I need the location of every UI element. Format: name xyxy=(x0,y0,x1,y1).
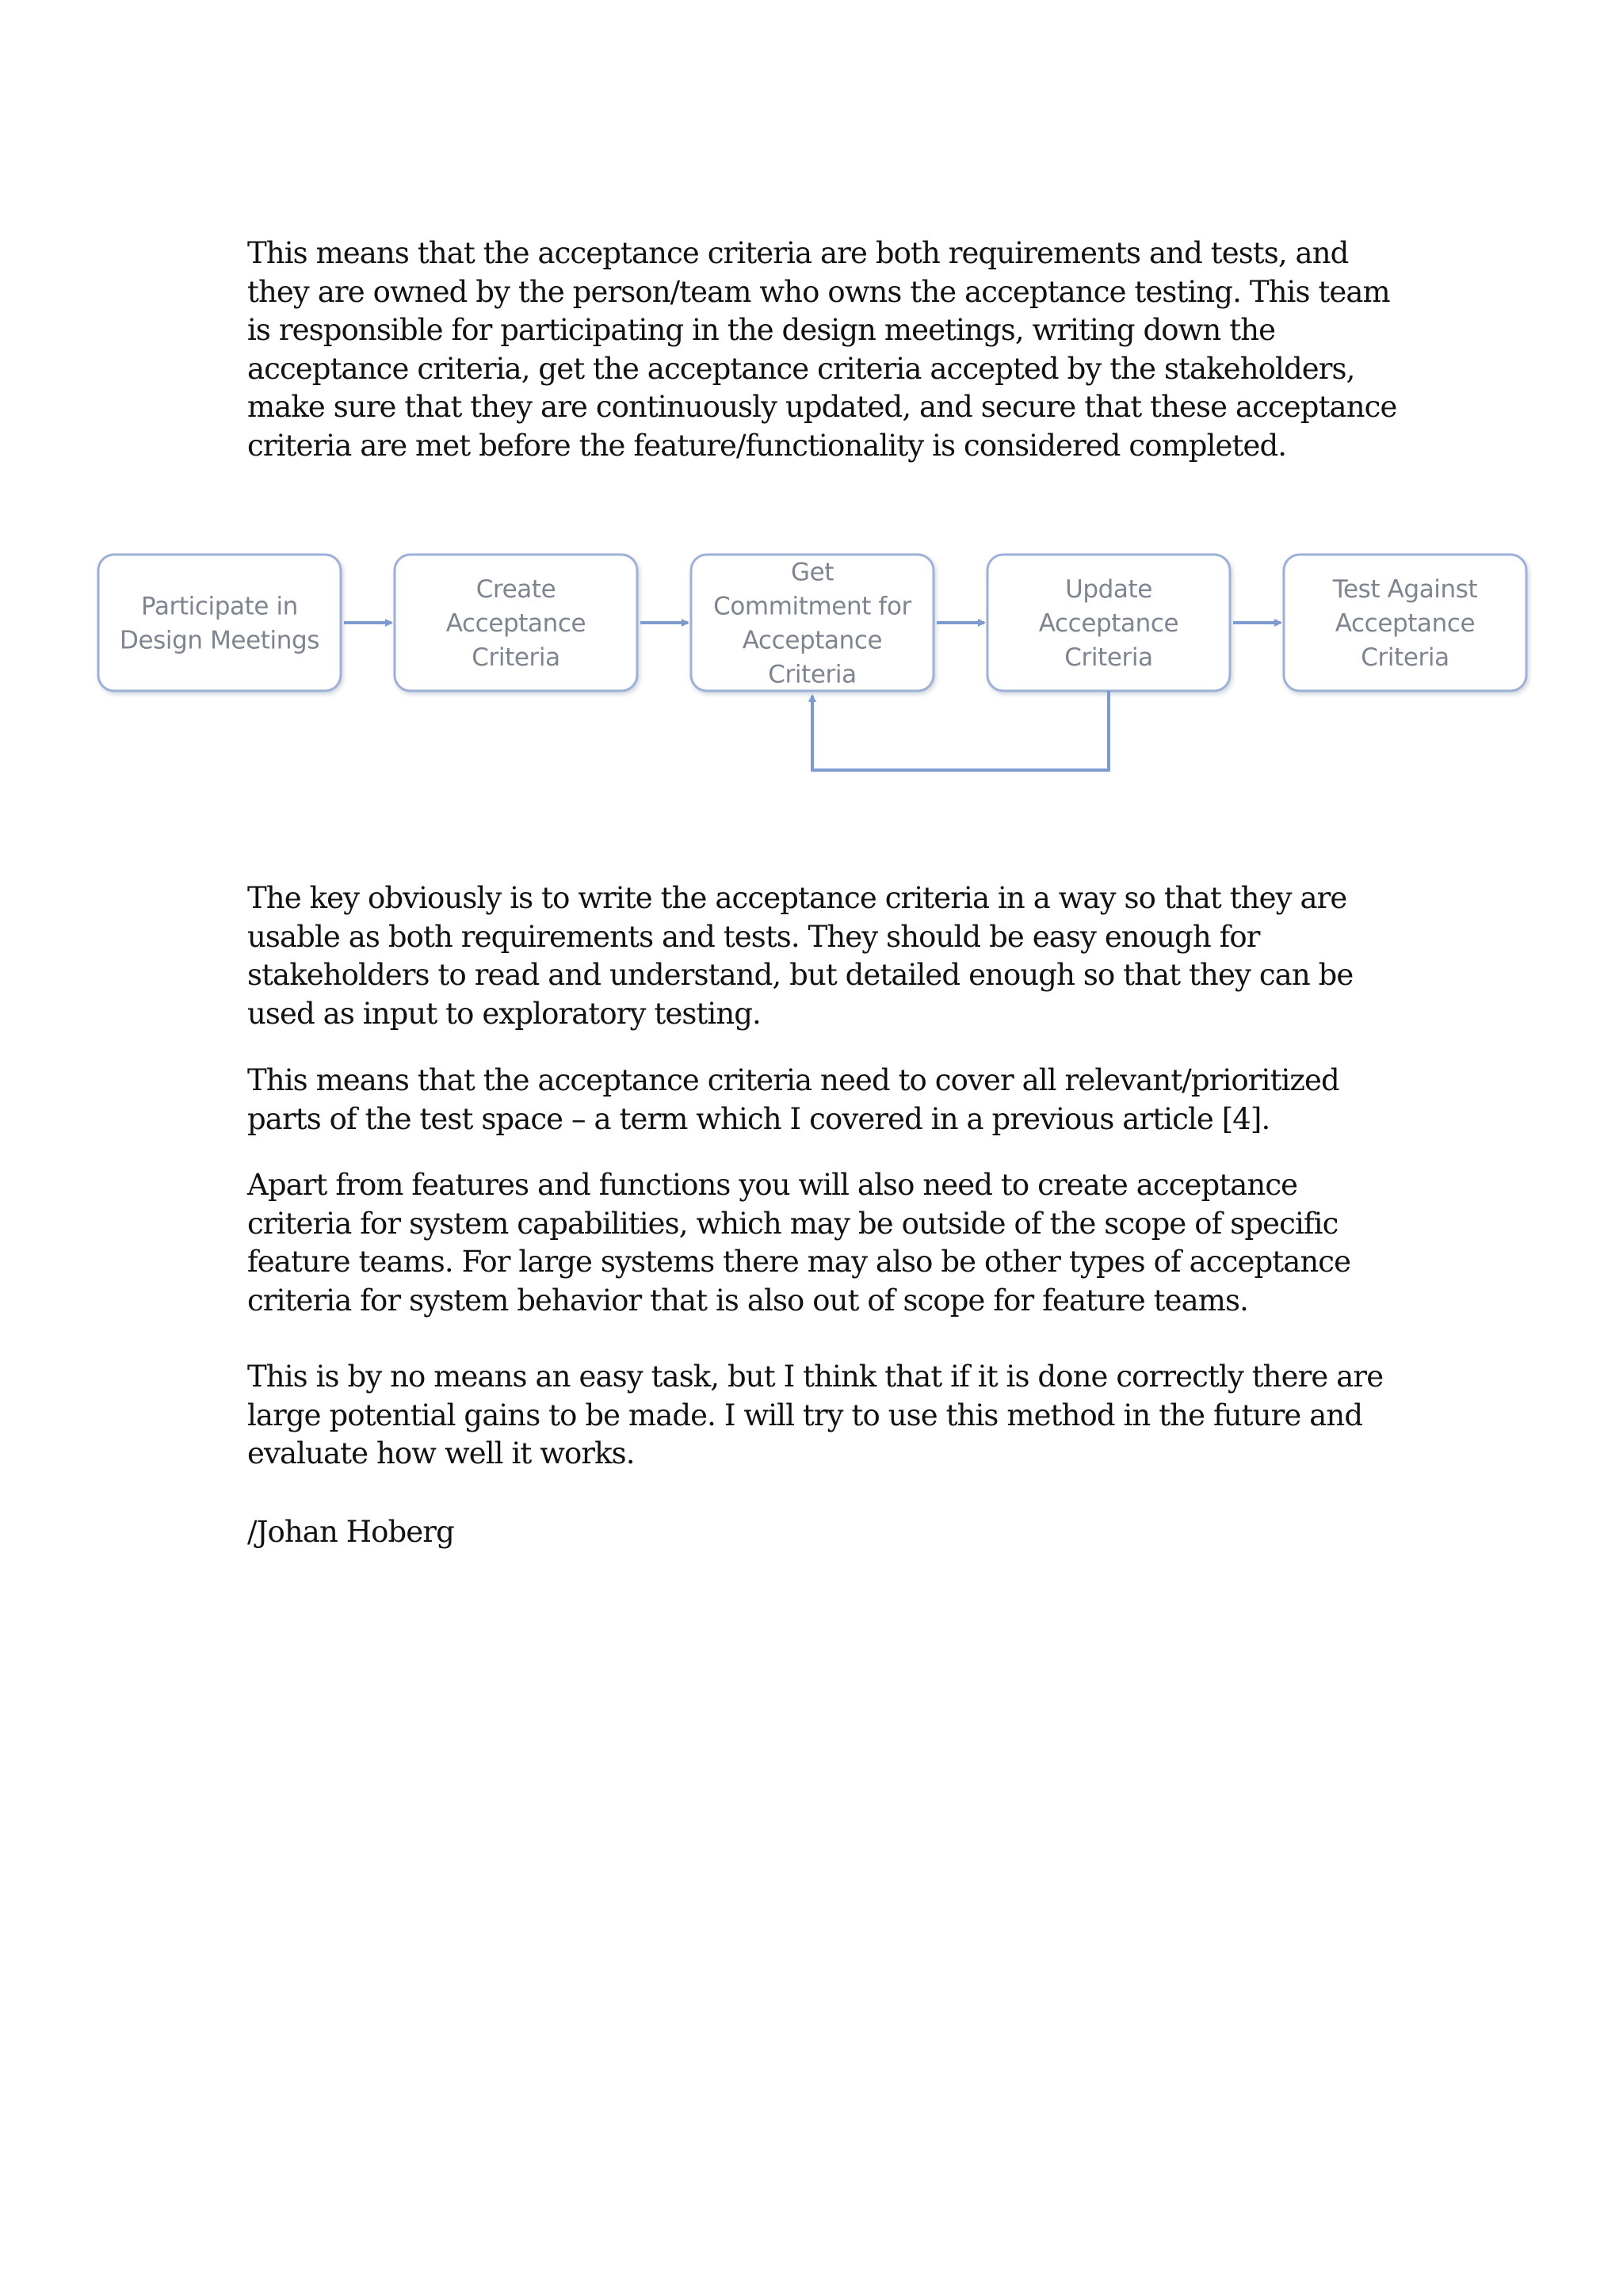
paragraph-conclusion xyxy=(247,1358,1388,1474)
text-line: criteria for system capabilities, which may be outside of the scope of specific xyxy=(247,1206,1338,1241)
author-name: /Johan Hoberg xyxy=(247,1515,454,1549)
flow-step-label: Commitment for xyxy=(713,592,911,621)
flow-step-box xyxy=(987,555,1230,691)
paragraph-key-writing xyxy=(247,879,1388,1033)
text-line: acceptance criteria, get the acceptance criteria accepted by the stakeholders, xyxy=(247,351,1355,386)
flow-step-box xyxy=(1284,555,1526,691)
text-line: make sure that they are continuously updated, and secure that these acceptance xyxy=(247,390,1397,424)
flow-step-label: Participate in xyxy=(141,592,298,621)
flow-step-box xyxy=(98,555,341,691)
text-line: stakeholders to read and understand, but detailed enough so that they can be xyxy=(247,958,1354,992)
text-line: parts of the test space – a term which I covered in a previous article [4]. xyxy=(247,1101,1270,1136)
text-line: evaluate how well it works. xyxy=(247,1436,635,1470)
flow-step-label: Acceptance xyxy=(1038,609,1179,638)
flow-step-label: Criteria xyxy=(1361,643,1449,672)
author-signature xyxy=(247,1513,1388,1552)
text-line: feature teams. For large systems there may also be other types of acceptance xyxy=(247,1245,1351,1279)
text-line: The key obviously is to write the acceptance criteria in a way so that they are xyxy=(247,881,1347,915)
paragraph-system-capabilities xyxy=(247,1166,1388,1320)
flow-step-label: Acceptance xyxy=(445,609,586,638)
text-line: This means that the acceptance criteria are both requirements and tests, and xyxy=(247,236,1349,270)
paragraph-acceptance-ownership xyxy=(247,235,1397,465)
flow-step-box xyxy=(395,555,637,691)
flow-step-label: Criteria xyxy=(1064,643,1153,672)
flow-step-label: Acceptance xyxy=(742,626,883,655)
flow-step-label: Acceptance xyxy=(1335,609,1476,638)
text-line: This means that the acceptance criteria need to cover all relevant/prioritized xyxy=(247,1063,1339,1097)
flow-step-label: Test Against xyxy=(1332,575,1478,604)
text-line: criteria for system behavior that is also out of scope for feature teams. xyxy=(247,1283,1248,1318)
text-line: large potential gains to be made. I will try to use this method in the future and xyxy=(247,1398,1363,1432)
text-line: This is by no means an easy task, but I think that if it is done correctly there are xyxy=(247,1360,1384,1394)
flow-step-label: Criteria xyxy=(768,660,857,689)
text-line: is responsible for participating in the design meetings, writing down the xyxy=(247,313,1276,347)
flow-step-label: Create xyxy=(475,575,556,604)
flow-step-label: Update xyxy=(1065,575,1152,604)
text-line: usable as both requirements and tests. They should be easy enough for xyxy=(247,919,1260,954)
flow-step-label: Criteria xyxy=(472,643,560,672)
flow-step-box xyxy=(691,555,934,691)
text-line: criteria are met before the feature/functionality is considered completed. xyxy=(247,428,1287,463)
flow-step-label: Design Meetings xyxy=(119,626,320,655)
text-line: they are owned by the person/team who owns the acceptance testing. This team xyxy=(247,274,1390,309)
process-flow-diagram xyxy=(0,539,1623,792)
text-line: Apart from features and functions you will also need to create acceptance xyxy=(247,1168,1298,1202)
flow-step-shape xyxy=(98,555,341,691)
paragraph-test-space xyxy=(247,1062,1388,1138)
text-line: used as input to exploratory testing. xyxy=(247,996,761,1031)
feedback-loop-arrow xyxy=(812,691,1109,770)
flow-step-label: Get xyxy=(790,558,834,587)
